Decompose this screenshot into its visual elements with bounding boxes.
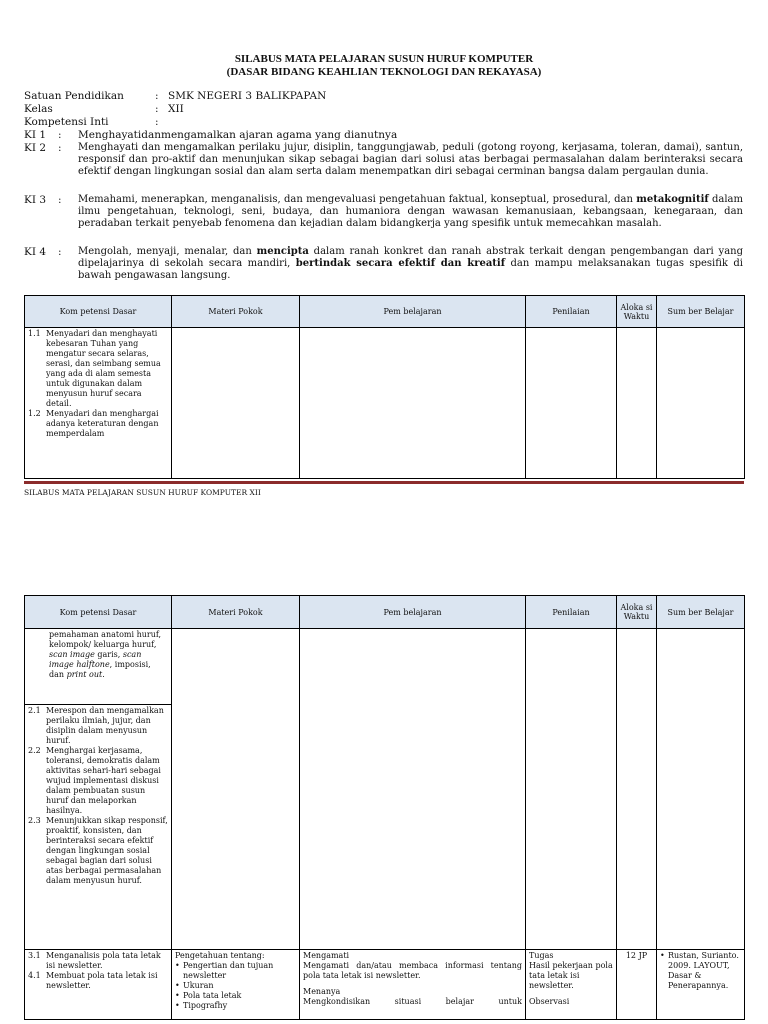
- pembelajaran-heading: Menanya: [303, 987, 341, 996]
- kd-number: 1.1: [28, 329, 41, 338]
- sumber-cell: [657, 629, 745, 950]
- kd-text: Menghargai kerjasama, toleransi, demokratis dalam aktivitas sehari-hari sebagai wujud implementasi diskusi dalam pembuatan susun huruf dan melaporkan hasilnya.: [46, 746, 161, 815]
- penilaian-cell: [526, 950, 617, 1020]
- alokasi-cell: [617, 629, 657, 950]
- ki4-sep: :: [58, 246, 62, 258]
- header-materi-pokok: Materi Pokok: [172, 596, 300, 629]
- kd-number: 1.2: [28, 409, 41, 418]
- info-label-satuan: Satuan Pendidikan: [24, 90, 124, 102]
- pembelajaran-cell: [300, 629, 526, 950]
- info-label-kelas: Kelas: [24, 103, 53, 115]
- pembelajaran-text: Mengkondisikan situasi belajar untuk: [303, 997, 522, 1006]
- header-penilaian: Penilaian: [526, 596, 617, 629]
- pembelajaran-text: Mengamati dan/atau membaca informasi tentang pola tata letak isi newsletter.: [303, 961, 522, 980]
- document-subtitle: (DASAR BIDANG KEAHLIAN TEKNOLOGI DAN REKAYASA): [226, 66, 542, 78]
- materi-cell: [172, 629, 300, 950]
- kd-item: [28, 951, 168, 971]
- penilaian-text: Hasil pekerjaan pola tata letak isi newsletter.: [529, 961, 613, 990]
- header-pembelajaran: Pem belajaran: [300, 296, 526, 328]
- pembelajaran-cell: [300, 950, 526, 1020]
- kd-text: Menunjukkan sikap responsif, proaktif, konsisten, dan berinteraksi secara efektif dengan lingkungan sosial sebagai bagian dari solusi atas berbagai permasalahan dalam menyusun huruf.: [46, 816, 168, 885]
- page-footer: SILABUS MATA PELAJARAN SUSUN HURUF KOMPUTER XII: [24, 488, 261, 497]
- kd-text: Menyadari dan menghargai adanya keteraturan dengan memperdalam: [46, 409, 159, 438]
- kd-cell: [25, 950, 172, 1020]
- info-sep: :: [155, 103, 159, 115]
- info-sep: :: [155, 116, 159, 128]
- alokasi-cell: 12 JP: [617, 950, 657, 1020]
- kd-item: [28, 329, 168, 409]
- kd-item: [28, 746, 168, 816]
- kd-text: Merespon dan mengamalkan perilaku ilmiah, jujur, dan disiplin dalam menyusun huruf.: [46, 706, 164, 745]
- penilaian-cell: [526, 629, 617, 950]
- kd-number: 2.1: [28, 706, 41, 715]
- pembelajaran-cell: [300, 328, 526, 479]
- kd-text: Membuat pola tata letak isi newsletter.: [46, 971, 158, 990]
- kd-number: 4.1: [28, 971, 41, 980]
- footer-divider: [24, 481, 744, 484]
- materi-title: Pengetahuan tentang:: [175, 951, 265, 960]
- ki2-label: KI 2: [24, 142, 47, 154]
- kd-cell: [25, 328, 172, 479]
- header-materi-pokok: Materi Pokok: [172, 296, 300, 328]
- header-sumber-belajar: Sum ber Belajar: [657, 296, 745, 328]
- penilaian-heading: Observasi: [529, 997, 570, 1006]
- ki3-label: KI 3: [24, 194, 47, 206]
- pembelajaran-heading: Mengamati: [303, 951, 350, 960]
- ki4-label: KI 4: [24, 246, 47, 258]
- alokasi-cell: [617, 328, 657, 479]
- list-item: • Tipografhy: [175, 1001, 228, 1010]
- materi-cell: [172, 950, 300, 1020]
- header-kompetensi-dasar: Kom petensi Dasar: [25, 296, 172, 328]
- header-penilaian: Penilaian: [526, 296, 617, 328]
- document-title: SILABUS MATA PELAJARAN SUSUN HURUF KOMPUTER: [234, 53, 534, 65]
- ki1-sep: :: [58, 129, 62, 141]
- list-item: • Ukuran: [175, 981, 214, 990]
- info-value-school: SMK NEGERI 3 BALIKPAPAN: [168, 90, 327, 102]
- syllabus-table-2: [24, 595, 745, 1020]
- header-alokasi-waktu: Aloka si Waktu: [617, 596, 657, 629]
- header-alokasi-waktu: Aloka si Waktu: [617, 296, 657, 328]
- materi-cell: [172, 328, 300, 479]
- ki2-sep: :: [58, 142, 62, 154]
- kd-item: [28, 706, 168, 746]
- ki1-text: Menghayatidanmengamalkan ajaran agama yang dianutnya: [78, 129, 398, 141]
- kd-text: Menganalisis pola tata letak isi newsletter.: [46, 951, 161, 970]
- ki1-label: KI 1: [24, 129, 47, 141]
- kd-item: [28, 971, 168, 991]
- penilaian-heading: Tugas: [529, 951, 554, 960]
- header-sumber-belajar: Sum ber Belajar: [657, 596, 745, 629]
- info-sep: :: [155, 90, 159, 102]
- kd-text: Menyadari dan menghayati kebesaran Tuhan yang mengatur secara selaras, serasi, dan seimbang semua yang ada di alam semesta untuk digunakan dalam menyusun huruf secara detail.: [46, 329, 161, 408]
- ki4-text: Mengolah, menyaji, menalar, dan mencipta dalam ranah konkret dan ranah abstrak terkait dengan pengembangan dari yang dipelajarinya di sekolah secara mandiri, bertindak secara efektif dan kreatif dan mampu melaksanakan tugas spesifik di bawah pengawasan langsung.: [78, 246, 744, 281]
- kd-cell: [25, 705, 172, 950]
- list-item: • Pola tata letak: [175, 991, 242, 1000]
- sumber-cell: [657, 950, 745, 1020]
- kd-number: 2.3: [28, 816, 41, 825]
- kd-number: 2.2: [28, 746, 41, 755]
- kd-continuation-cell: pemahaman anatomi huruf, kelompok/ keluarga huruf, scan image garis, scan image halftone, imposisi, dan print out.: [25, 629, 172, 705]
- ki3-sep: :: [58, 194, 62, 206]
- kd-item: [28, 816, 168, 886]
- sumber-cell: [657, 328, 745, 479]
- kd-item: [28, 409, 168, 439]
- syllabus-table-1: [24, 295, 745, 479]
- kd-number: 3.1: [28, 951, 41, 960]
- info-label-ki: Kompetensi Inti: [24, 116, 109, 128]
- header-kompetensi-dasar: Kom petensi Dasar: [25, 596, 172, 629]
- ki3-text: Memahami, menerapkan, menganalisis, dan mengevaluasi pengetahuan faktual, konseptual, prosedural, dan metakognitif dalam ilmu pengetahuan, teknologi, seni, budaya, dan humaniora dengan wawasan kemanusiaan, kebangsaan, kenegaraan, dan peradaban terkait penyebab fenomena dan kejadian dalam bidangkerja yang spesifik untuk memecahkan masalah.: [78, 194, 743, 229]
- ki2-text: Menghayati dan mengamalkan perilaku jujur, disiplin, tanggungjawab, peduli (gotong royong, kerjasama, toleran, damai), santun, responsif dan pro-aktif dan menunjukan sikap sebagai bagian dari solusi atas berbagai permasalahan dalam berinteraksi secara efektif dengan lingkungan sosial dan alam serta dalam menempatkan diri sebagai cerminan bangsa dalam pergaulan dunia.: [78, 142, 743, 177]
- list-item: • Rustan, Surianto. 2009. LAYOUT, Dasar & Penerapannya.: [660, 951, 739, 990]
- header-pembelajaran: Pem belajaran: [300, 596, 526, 629]
- penilaian-cell: [526, 328, 617, 479]
- info-value-kelas: XII: [168, 103, 184, 115]
- list-item: • Pengertian dan tujuan newsletter: [175, 961, 274, 980]
